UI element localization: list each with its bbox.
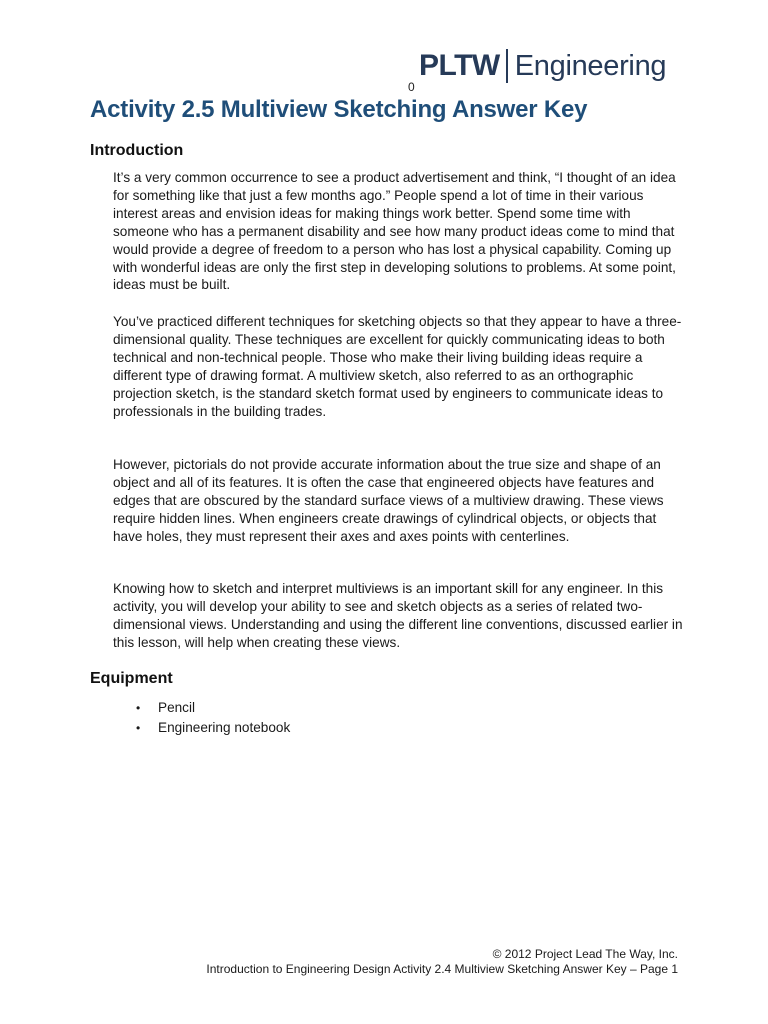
- bullet-icon: •: [136, 721, 141, 735]
- list-item: [136, 698, 290, 718]
- equipment-item-pencil: Pencil: [158, 700, 196, 715]
- pltw-engineering-logo: [419, 46, 666, 86]
- list-item: [136, 718, 290, 738]
- intro-paragraph-3: However, pictorials do not provide accurate information about the true size and shape of an object and all of its features. It is often the case that engineered objects have features and edges that are obscured by the standard surface views of a multiview drawing. These views require hidden lines. When engineers create drawings of cylindrical objects, or objects that have holes, they must represent their axes and axes points with centerlines.: [113, 457, 664, 544]
- page-footer: [206, 947, 678, 977]
- equipment-item-notebook: Engineering notebook: [158, 720, 291, 735]
- logo-divider: [506, 49, 508, 83]
- bullet-icon: •: [136, 701, 141, 715]
- logo-division-text: Engineering: [514, 49, 667, 82]
- introduction-heading: Introduction: [90, 142, 184, 159]
- equipment-heading: Equipment: [90, 670, 173, 687]
- header-mark: 0: [408, 80, 415, 94]
- footer-page-info: Introduction to Engineering Design Activity 2.4 Multiview Sketching Answer Key – Page 1: [206, 962, 678, 976]
- intro-paragraph-1: It’s a very common occurrence to see a product advertisement and think, “I thought of an idea for something like that just a few months ago.” People spend a lot of time in their various interest areas and envision ideas for making things work better. Spend some time with someone who has a permanent disability and see how many product ideas come to mind that would provide a degree of freedom to a person who has lost a physical capability. Coming up with wonderful ideas are only the first step in developing solutions to problems. At some point, ideas must be built.: [113, 170, 676, 293]
- intro-paragraph-4: Knowing how to sketch and interpret multiviews is an important skill for any engineer. In this activity, you will develop your ability to see and sketch objects as a series of related two-dimensional views. Understanding and using the different line conventions, discussed earlier in this lesson, will help when creating these views.: [113, 581, 683, 650]
- page-title: Activity 2.5 Multiview Sketching Answer Key: [90, 96, 588, 123]
- intro-paragraph-2: You’ve practiced different techniques for sketching objects so that they appear to have a three-dimensional quality. These techniques are excellent for quickly communicating ideas to both technical and non-technical people. Those who make their living building ideas require a different type of drawing format. A multiview sketch, also referred to as an orthographic projection sketch, is the standard sketch format used by engineers to communicate ideas to professionals in the building trades.: [113, 314, 682, 419]
- equipment-list: [136, 698, 290, 738]
- footer-copyright: © 2012 Project Lead The Way, Inc.: [492, 947, 678, 961]
- logo-brand-text: PLTW: [419, 49, 500, 82]
